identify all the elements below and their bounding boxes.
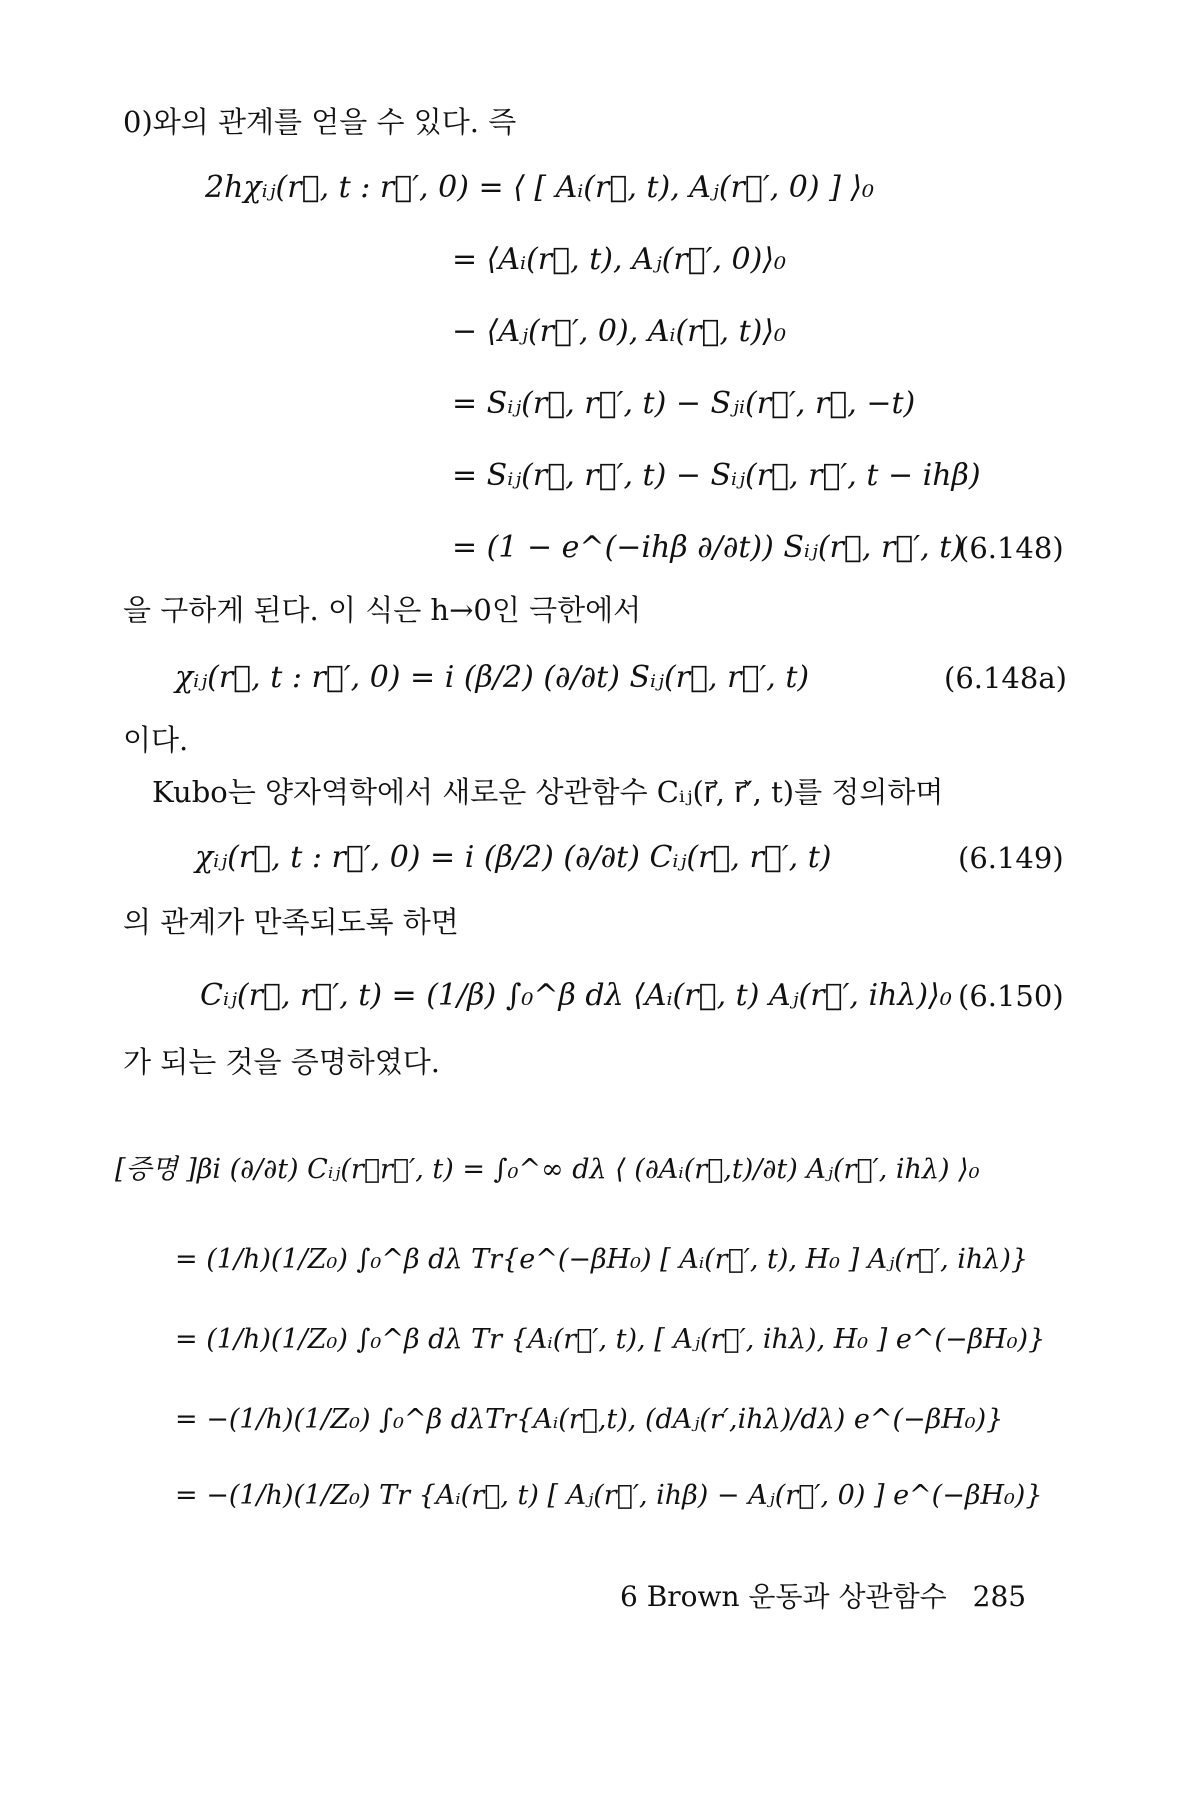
paragraph-proved: 가 되는 것을 증명하였다. (123, 1045, 441, 1079)
equation-6-150: Cᵢⱼ(r⃗, r⃗′, t) = (1/β) ∫₀^β dλ ⟨Aᵢ(r⃗, t) Aⱼ(r⃗′, ihλ)⟩₀ (200, 978, 952, 1013)
equation-6-148-line-2: = ⟨Aᵢ(r⃗, t), Aⱼ(r⃗′, 0)⟩₀ (452, 242, 787, 277)
equation-6-148-line-4: = Sᵢⱼ(r⃗, r⃗′, t) − Sⱼᵢ(r⃗′, r⃗, −t) (452, 386, 916, 421)
paragraph-ida: 이다. (123, 723, 189, 757)
equation-number-6-149: (6.149) (958, 841, 1064, 875)
paragraph-intro: 0)와의 관계를 얻을 수 있다. 즉 (123, 105, 517, 139)
equation-6-148-line-5: = Sᵢⱼ(r⃗, r⃗′, t) − Sᵢⱼ(r⃗, r⃗′, t − ihβ) (452, 458, 981, 493)
equation-number-6-148: (6.148) (958, 531, 1064, 565)
page-footer (620, 1580, 1026, 1614)
page-number: 285 (972, 1580, 1027, 1613)
equation-6-148-line-6: = (1 − e^(−ihβ ∂/∂t)) Sᵢⱼ(r⃗, r⃗′, t) (452, 530, 963, 565)
equation-number-6-150: (6.150) (958, 979, 1064, 1013)
proof-line-2: = (1/h)(1/Z₀) ∫₀^β dλ Tr{e^(−βH₀) [ Aᵢ(r⃗′, t), H₀ ] Aⱼ(r⃗′, ihλ)} (175, 1244, 1029, 1275)
paragraph-relation: 의 관계가 만족되도록 하면 (123, 905, 459, 939)
equation-6-149: χᵢⱼ(r⃗, t : r⃗′, 0) = i (β/2) (∂/∂t) Cᵢⱼ(r⃗, r⃗′, t) (195, 840, 832, 875)
equation-6-148a: χᵢⱼ(r⃗, t : r⃗′, 0) = i (β/2) (∂/∂t) Sᵢⱼ(r⃗, r⃗′, t) (175, 660, 810, 695)
equation-6-148-line-1: 2hχᵢⱼ(r⃗, t : r⃗′, 0) = ⟨ [ Aᵢ(r⃗, t), Aⱼ(r⃗′, 0) ] ⟩₀ (205, 170, 875, 205)
paragraph-limit: 을 구하게 된다. 이 식은 h→0인 극한에서 (123, 593, 642, 627)
proof-line-1: [증명 ]βi (∂/∂t) Cᵢⱼ(r⃗r⃗′, t) = ∫₀^∞ dλ ⟨ (∂Aᵢ(r⃗,t)/∂t) Aⱼ(r⃗′, ihλ) ⟩₀ (115, 1154, 980, 1185)
proof-line-5: = −(1/h)(1/Z₀) Tr {Aᵢ(r⃗, t) [ Aⱼ(r⃗′, ihβ) − Aⱼ(r⃗′, 0) ] e^(−βH₀)} (175, 1480, 1043, 1511)
equation-6-148-line-3: − ⟨Aⱼ(r⃗′, 0), Aᵢ(r⃗, t)⟩₀ (452, 314, 787, 349)
paragraph-kubo: Kubo는 양자역학에서 새로운 상관함수 Cᵢⱼ(r⃗, r⃗′, t)를 정의하며 (152, 775, 944, 809)
proof-line-4: = −(1/h)(1/Z₀) ∫₀^β dλTr{Aᵢ(r⃗,t), (dAⱼ(r′,ihλ)/dλ) e^(−βH₀)} (175, 1404, 1004, 1435)
proof-line-3: = (1/h)(1/Z₀) ∫₀^β dλ Tr {Aᵢ(r⃗′, t), [ Aⱼ(r⃗′, ihλ), H₀ ] e^(−βH₀)} (175, 1324, 1046, 1355)
equation-number-6-148a: (6.148a) (944, 661, 1067, 695)
running-title: 6 Brown 운동과 상관함수 (620, 1580, 947, 1613)
